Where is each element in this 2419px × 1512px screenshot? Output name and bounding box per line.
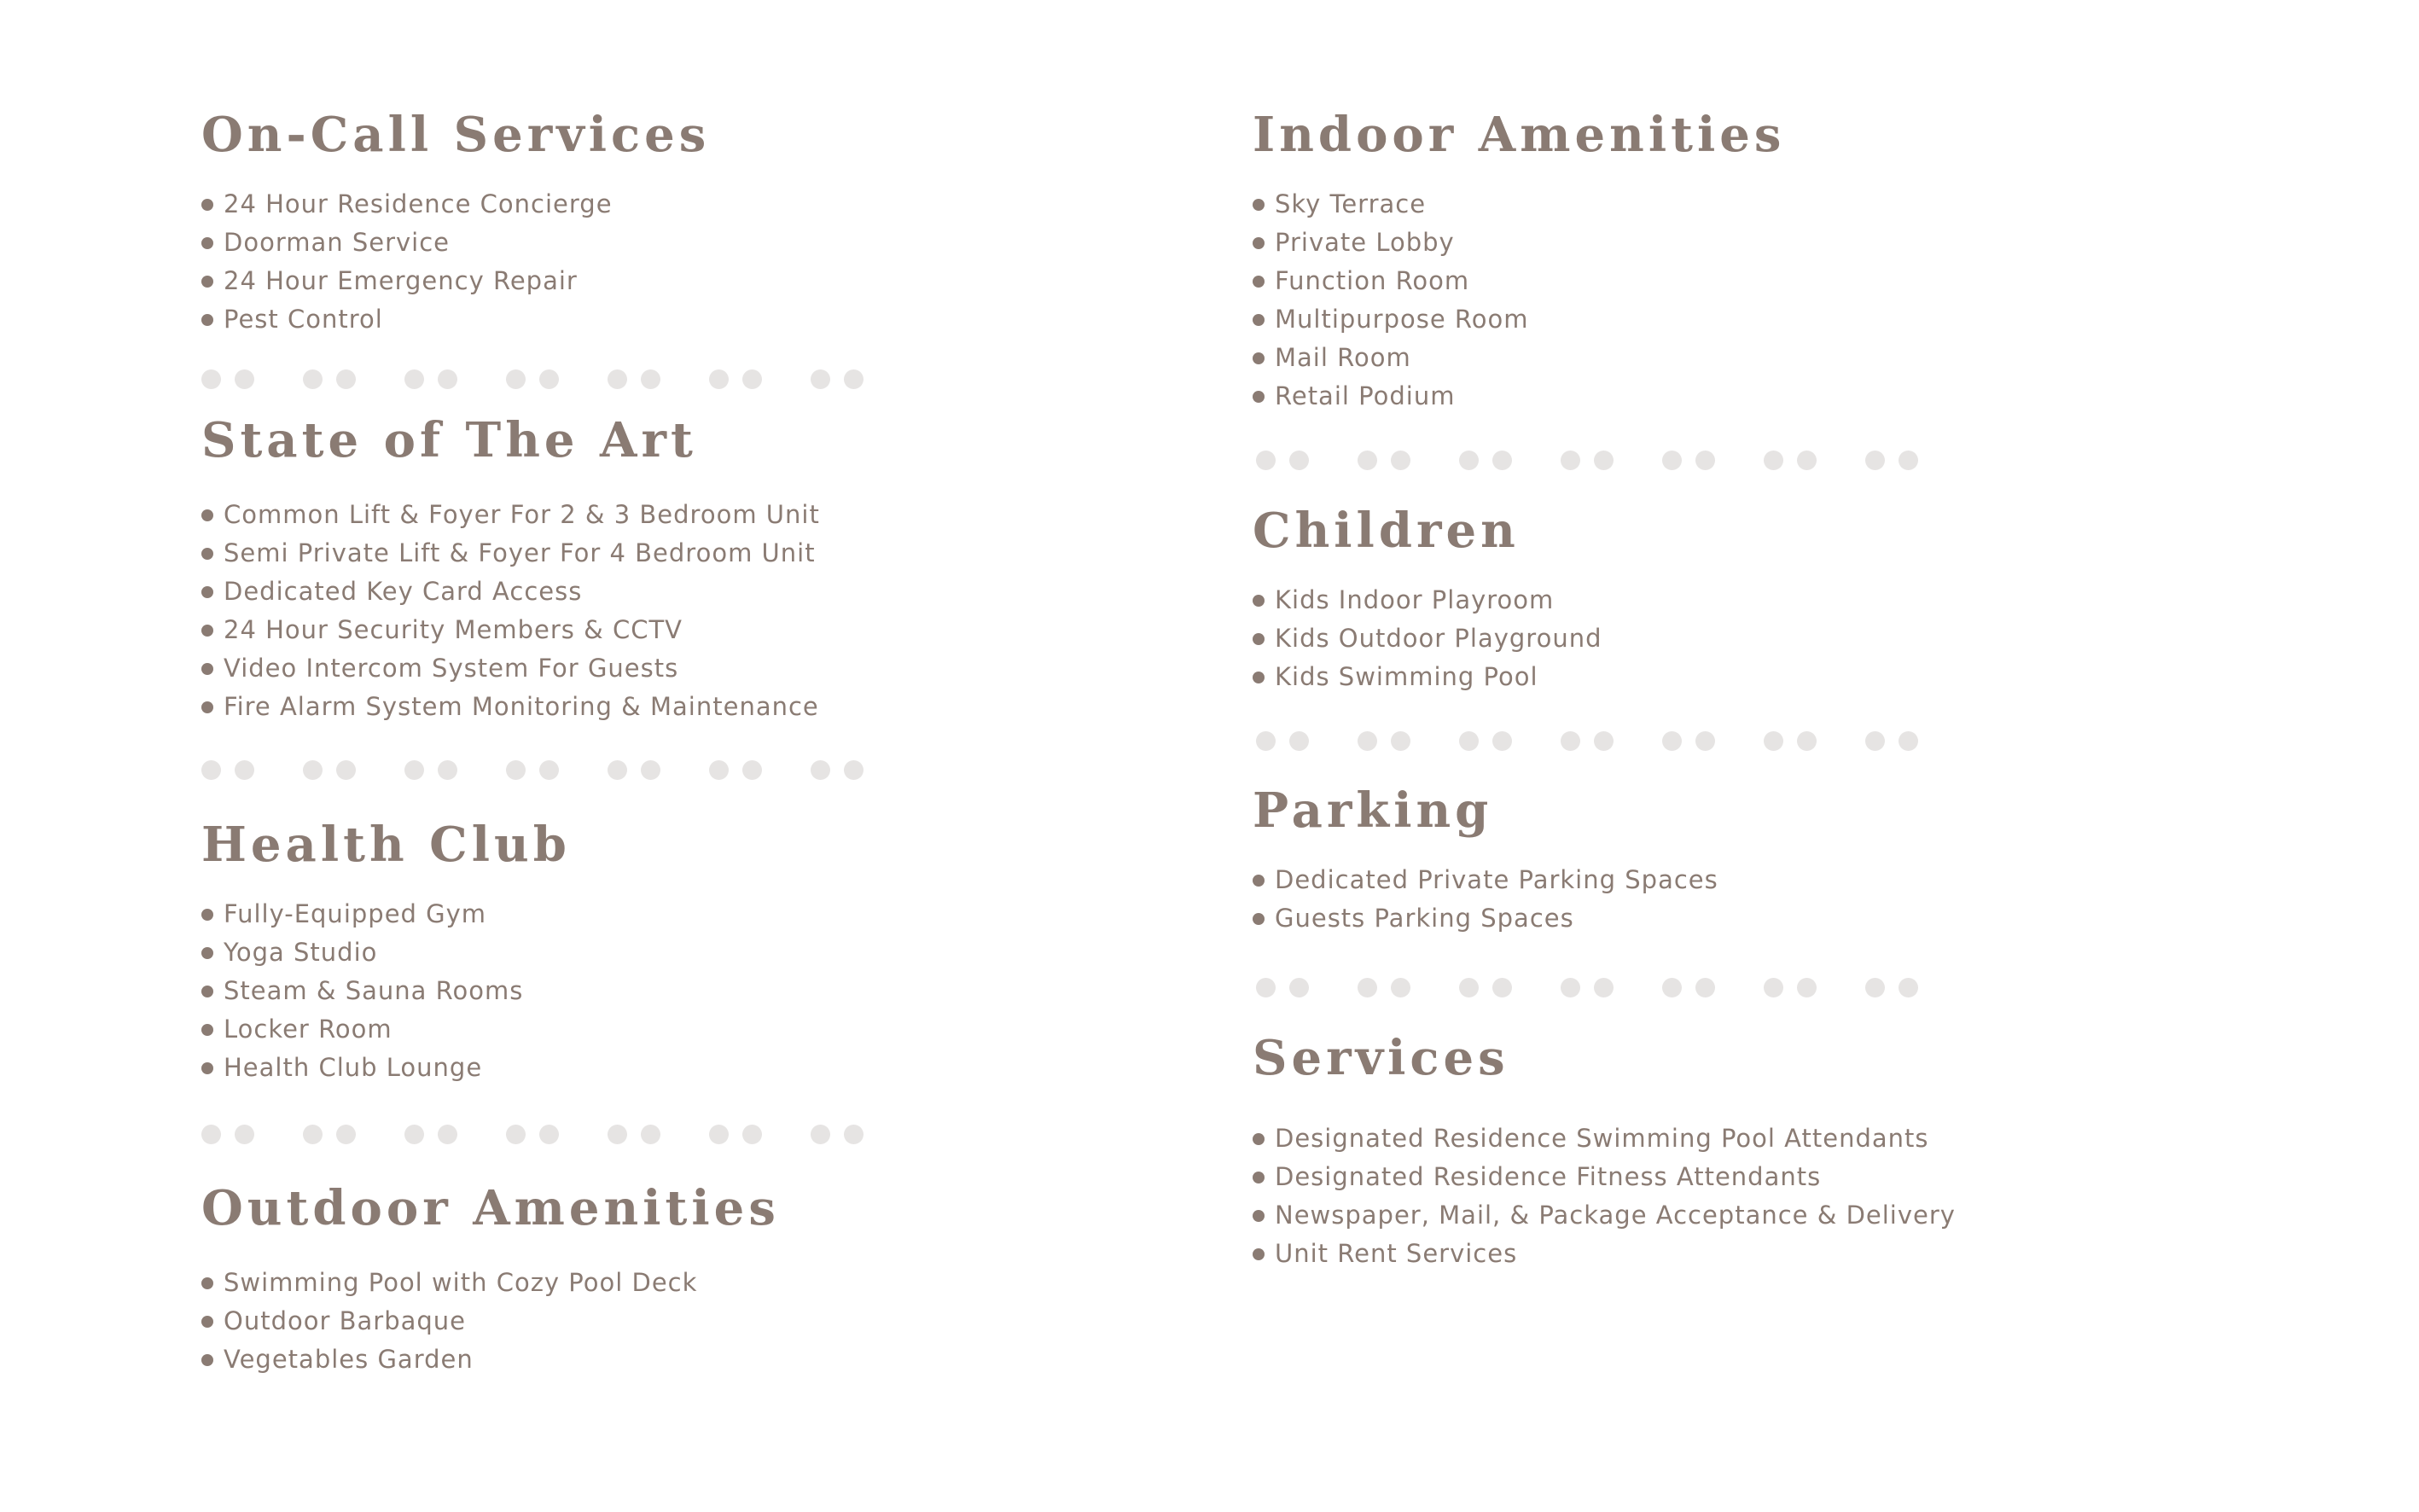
bullet-dot-icon xyxy=(1253,875,1265,887)
bullet-dot-icon xyxy=(1253,352,1265,364)
dotted-divider-icon xyxy=(1253,731,1935,752)
section-parking xyxy=(1253,782,1718,933)
bullet-dot-icon xyxy=(201,1024,213,1036)
bullet-dot-icon xyxy=(1253,1133,1265,1145)
list-item-label: Swimming Pool with Cozy Pool Deck xyxy=(224,1268,698,1297)
list-item-label: Doorman Service xyxy=(224,228,451,257)
list-item-label: Locker Room xyxy=(224,1015,393,1044)
list-item xyxy=(1253,1196,1956,1235)
bullet-dot-icon xyxy=(1253,314,1265,326)
list-item xyxy=(201,972,523,1010)
bullet-dot-icon xyxy=(201,586,213,598)
list-item xyxy=(201,1010,523,1049)
list-item-label: Dedicated Private Parking Spaces xyxy=(1275,865,1718,894)
list-item xyxy=(201,611,820,649)
list-item-label: Video Intercom System For Guests xyxy=(224,654,679,683)
list-item-label: Health Club Lounge xyxy=(224,1053,483,1082)
bullet-dot-icon xyxy=(1253,391,1265,403)
bullet-dot-icon xyxy=(201,947,213,959)
list-item xyxy=(1253,262,1529,300)
list-item xyxy=(1253,899,1718,938)
list-item-label: Semi Private Lift & Foyer For 4 Bedroom Unit xyxy=(224,538,816,567)
list-item-label: Kids Indoor Playroom xyxy=(1275,585,1555,614)
bullet-dot-icon xyxy=(201,199,213,211)
list-item xyxy=(1253,1235,1956,1273)
list-item-label: Common Lift & Foyer For 2 & 3 Bedroom Unit xyxy=(224,500,820,529)
section-title: On-Call Services xyxy=(201,107,711,163)
list-item-label: 24 Hour Security Members & CCTV xyxy=(224,615,683,644)
list-item-label: Retail Podium xyxy=(1275,381,1456,410)
item-list xyxy=(1253,1119,1956,1273)
section-title: Indoor Amenities xyxy=(1253,107,1786,163)
bullet-dot-icon xyxy=(201,1316,213,1328)
bullet-dot-icon xyxy=(201,548,213,560)
bullet-dot-icon xyxy=(201,276,213,288)
bullet-dot-icon xyxy=(201,625,213,637)
dotted-divider-icon xyxy=(201,1125,884,1145)
bullet-dot-icon xyxy=(201,986,213,997)
list-item-label: Designated Residence Fitness Attendants xyxy=(1275,1162,1822,1191)
list-item xyxy=(201,1049,523,1087)
list-item xyxy=(201,496,820,534)
item-list xyxy=(1253,581,1602,696)
list-item-label: Fully-Equipped Gym xyxy=(224,899,487,928)
section-health-club xyxy=(201,817,571,1082)
list-item-label: Designated Residence Swimming Pool Attendants xyxy=(1275,1124,1929,1153)
list-item xyxy=(1253,619,1602,658)
list-item-label: Guests Parking Spaces xyxy=(1275,904,1574,933)
section-title: Outdoor Amenities xyxy=(201,1180,780,1236)
bullet-dot-icon xyxy=(201,909,213,921)
list-item xyxy=(1253,224,1529,262)
item-list xyxy=(201,895,523,1087)
section-on-call-services xyxy=(201,107,711,334)
bullet-dot-icon xyxy=(1253,237,1265,249)
bullet-dot-icon xyxy=(201,1062,213,1074)
list-item xyxy=(201,895,523,933)
section-state-of-the-art xyxy=(201,412,820,721)
list-item-label: 24 Hour Residence Concierge xyxy=(224,189,613,218)
section-indoor-amenities xyxy=(1253,107,1786,410)
list-item xyxy=(201,573,820,611)
item-list xyxy=(201,185,613,339)
bullet-dot-icon xyxy=(1253,672,1265,683)
bullet-dot-icon xyxy=(201,1354,213,1366)
list-item xyxy=(1253,300,1529,339)
list-item-label: Pest Control xyxy=(224,305,383,334)
list-item-label: Vegetables Garden xyxy=(224,1345,474,1374)
list-item-label: Yoga Studio xyxy=(224,938,378,967)
list-item xyxy=(201,933,523,972)
list-item xyxy=(201,1302,697,1340)
section-title: Services xyxy=(1253,1030,1509,1086)
item-list xyxy=(201,1264,697,1379)
list-item-label: Outdoor Barbaque xyxy=(224,1306,467,1335)
item-list xyxy=(201,496,820,726)
list-item xyxy=(201,224,613,262)
section-title: Health Club xyxy=(201,817,571,873)
bullet-dot-icon xyxy=(201,663,213,675)
bullet-dot-icon xyxy=(1253,276,1265,288)
section-title: Children xyxy=(1253,503,1520,559)
list-item xyxy=(1253,658,1602,696)
item-list xyxy=(1253,861,1718,938)
list-item xyxy=(1253,377,1529,416)
list-item-label: Fire Alarm System Monitoring & Maintenance xyxy=(224,692,819,721)
item-list xyxy=(1253,185,1529,416)
section-children xyxy=(1253,503,1602,691)
list-item xyxy=(1253,581,1602,619)
list-item xyxy=(201,649,820,688)
bullet-dot-icon xyxy=(201,314,213,326)
bullet-dot-icon xyxy=(201,509,213,521)
list-item xyxy=(201,1264,697,1302)
list-item xyxy=(1253,1119,1956,1158)
list-item-label: Multipurpose Room xyxy=(1275,305,1529,334)
list-item xyxy=(1253,1158,1956,1196)
list-item-label: Kids Swimming Pool xyxy=(1275,662,1538,691)
list-item xyxy=(201,534,820,573)
bullet-dot-icon xyxy=(1253,1210,1265,1222)
bullet-dot-icon xyxy=(1253,633,1265,645)
list-item-label: Sky Terrace xyxy=(1275,189,1427,218)
bullet-dot-icon xyxy=(1253,595,1265,607)
list-item-label: Private Lobby xyxy=(1275,228,1455,257)
bullet-dot-icon xyxy=(1253,1172,1265,1183)
dotted-divider-icon xyxy=(201,369,884,390)
dotted-divider-icon xyxy=(1253,451,1935,471)
bullet-dot-icon xyxy=(1253,1248,1265,1260)
list-item-label: Kids Outdoor Playground xyxy=(1275,624,1602,653)
section-services xyxy=(1253,1030,1956,1268)
list-item xyxy=(201,262,613,300)
list-item-label: 24 Hour Emergency Repair xyxy=(224,266,578,295)
section-outdoor-amenities xyxy=(201,1180,780,1374)
list-item-label: Steam & Sauna Rooms xyxy=(224,976,524,1005)
bullet-dot-icon xyxy=(201,1277,213,1289)
list-item xyxy=(201,688,820,726)
bullet-dot-icon xyxy=(201,701,213,713)
list-item xyxy=(1253,185,1529,224)
list-item xyxy=(201,1340,697,1379)
list-item-label: Unit Rent Services xyxy=(1275,1239,1518,1268)
list-item-label: Mail Room xyxy=(1275,343,1411,372)
list-item xyxy=(201,300,613,339)
dotted-divider-icon xyxy=(1253,978,1935,998)
list-item-label: Dedicated Key Card Access xyxy=(224,577,583,606)
section-title: Parking xyxy=(1253,782,1493,839)
list-item xyxy=(201,185,613,224)
list-item-label: Newspaper, Mail, & Package Acceptance & Delivery xyxy=(1275,1201,1956,1230)
list-item-label: Function Room xyxy=(1275,266,1470,295)
list-item xyxy=(1253,339,1529,377)
list-item xyxy=(1253,861,1718,899)
bullet-dot-icon xyxy=(1253,913,1265,925)
bullet-dot-icon xyxy=(201,237,213,249)
section-title: State of The Art xyxy=(201,412,697,468)
bullet-dot-icon xyxy=(1253,199,1265,211)
dotted-divider-icon xyxy=(201,760,884,781)
